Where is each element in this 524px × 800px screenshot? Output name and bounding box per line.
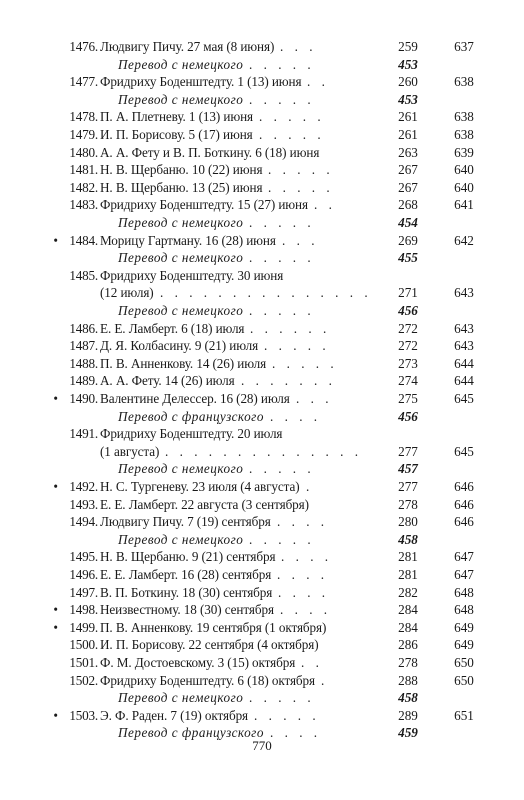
page-ref-text: 281 bbox=[398, 549, 418, 565]
letter-title: Е. Е. Ламберт. 16 (28) сентября bbox=[100, 567, 272, 582]
page-ref-notes: 642 bbox=[454, 232, 474, 248]
page-ref-notes: 640 bbox=[454, 162, 474, 178]
letter-entry-row bbox=[0, 425, 524, 443]
translation-note-row bbox=[0, 460, 524, 478]
page-ref-text: 275 bbox=[398, 391, 418, 406]
letter-number: 1481. bbox=[69, 162, 98, 178]
page-ref-text: 261 bbox=[398, 127, 418, 142]
letter-number: 1476. bbox=[69, 39, 98, 54]
leader-dots: . . . . . bbox=[249, 461, 315, 477]
page-ref-notes: 643 bbox=[454, 320, 474, 336]
page-ref-notes: 650 bbox=[454, 655, 474, 670]
letter-entry-row bbox=[0, 337, 524, 355]
page-ref-text: 274 bbox=[398, 373, 418, 389]
page-ref-text: 280 bbox=[398, 514, 418, 530]
page-ref-text: 284 bbox=[398, 602, 418, 618]
leader-dots: . . . bbox=[296, 391, 333, 406]
page-ref-notes: 644 bbox=[454, 355, 474, 371]
leader-dots: . . bbox=[314, 197, 336, 213]
page-ref-notes: 638 bbox=[454, 109, 474, 125]
letter-number: 1496. bbox=[69, 567, 98, 582]
leader-dots: . . . . bbox=[277, 514, 329, 530]
leader-dots: . . . . . bbox=[254, 707, 320, 723]
leader-dots: . . . . . bbox=[249, 56, 315, 72]
page-ref-text: 267 bbox=[398, 162, 418, 178]
letter-entry-row bbox=[0, 73, 524, 91]
letter-number: 1500. bbox=[69, 637, 98, 653]
translation-label: Перевод с немецкого bbox=[118, 215, 244, 230]
letter-number: 1499. bbox=[69, 619, 98, 635]
leader-dots: . bbox=[321, 672, 329, 688]
unpublished-marker: • bbox=[53, 707, 58, 723]
letter-entry-row bbox=[0, 179, 524, 197]
letter-title: (1 августа) bbox=[100, 443, 160, 459]
letter-title: Морицу Гартману. 16 (28) июня bbox=[100, 232, 276, 248]
letter-entry-row bbox=[0, 161, 524, 179]
page-ref-text: 458 bbox=[398, 690, 418, 706]
letter-title: А. А. Фету. 14 (26) июля bbox=[100, 373, 235, 389]
page-ref-text: 272 bbox=[398, 338, 418, 354]
page-ref-notes: 648 bbox=[454, 584, 474, 600]
translation-label: Перевод с немецкого bbox=[118, 91, 244, 107]
translation-label: Перевод с немецкого bbox=[118, 531, 244, 547]
page-ref-text: 453 bbox=[398, 56, 418, 72]
letter-number: 1484. bbox=[69, 232, 98, 248]
translation-note-row bbox=[0, 249, 524, 267]
translation-label: Перевод с немецкого bbox=[118, 303, 244, 318]
leader-dots: . . . . bbox=[280, 602, 332, 618]
letter-entry-row bbox=[0, 108, 524, 126]
letter-number: 1488. bbox=[69, 355, 98, 371]
page-ref-notes: 637 bbox=[454, 39, 474, 54]
page-ref-text: 456 bbox=[398, 303, 418, 318]
page-ref-text: 273 bbox=[398, 355, 418, 371]
page-ref-text: 281 bbox=[398, 567, 418, 582]
letter-title: Ф. М. Достоевскому. 3 (15) октября bbox=[100, 655, 296, 670]
letter-entry-row bbox=[0, 267, 524, 285]
letter-entry-row bbox=[0, 390, 524, 408]
letter-number: 1491. bbox=[69, 426, 98, 442]
page-ref-notes: 639 bbox=[454, 144, 474, 160]
leader-dots: . . bbox=[301, 655, 323, 670]
page-ref-text: 457 bbox=[398, 461, 418, 477]
letter-entry-row bbox=[0, 566, 524, 584]
letter-entry-row bbox=[0, 707, 524, 725]
letter-number: 1477. bbox=[69, 74, 98, 90]
leader-dots: . . bbox=[307, 74, 329, 90]
letter-number: 1479. bbox=[69, 127, 98, 142]
translation-label: Перевод с немецкого bbox=[118, 56, 244, 72]
leader-dots: . . . . bbox=[278, 584, 330, 600]
page-ref-text: 263 bbox=[398, 144, 418, 160]
page-ref-text: 267 bbox=[398, 179, 418, 195]
page-ref-text: 268 bbox=[398, 197, 418, 213]
page-ref-text: 286 bbox=[398, 637, 418, 653]
translation-note-row bbox=[0, 56, 524, 74]
page-number: 770 bbox=[252, 738, 272, 753]
leader-dots: . . . . . bbox=[249, 91, 315, 107]
letter-title: И. П. Борисову. 5 (17) июня bbox=[100, 127, 253, 142]
page-ref-notes: 643 bbox=[454, 285, 474, 301]
page-ref-text: 259 bbox=[398, 39, 418, 54]
letter-number: 1501. bbox=[69, 655, 98, 670]
letter-title: Н. В. Щербаню. 9 (21) сентября bbox=[100, 549, 276, 565]
page-ref-notes: 649 bbox=[454, 637, 474, 653]
letter-number: 1490. bbox=[69, 391, 98, 406]
page-ref-text: 278 bbox=[398, 655, 418, 670]
leader-dots: . . . . . bbox=[259, 109, 325, 125]
page-ref-notes: 647 bbox=[454, 567, 474, 582]
letter-number: 1489. bbox=[69, 373, 98, 389]
page-ref-notes: 649 bbox=[454, 619, 474, 635]
page-ref-notes: 646 bbox=[454, 479, 474, 494]
page-ref-notes: 647 bbox=[454, 549, 474, 565]
letter-number: 1498. bbox=[69, 602, 98, 618]
page-ref-notes: 646 bbox=[454, 514, 474, 530]
letter-entry-row bbox=[0, 320, 524, 338]
page-ref-notes: 645 bbox=[454, 443, 474, 459]
letter-entry-row bbox=[0, 654, 524, 672]
page-ref-text: 458 bbox=[398, 531, 418, 547]
page-ref-notes: 646 bbox=[454, 496, 474, 512]
page-ref-notes: 638 bbox=[454, 127, 474, 142]
letter-entry-row bbox=[0, 619, 524, 637]
page-ref-text: 453 bbox=[398, 91, 418, 107]
letter-title: Н. В. Щербаню. 10 (22) июня bbox=[100, 162, 263, 178]
unpublished-marker: • bbox=[53, 602, 58, 618]
letter-title: Фридриху Боденштедту. 15 (27) июня bbox=[100, 197, 308, 213]
letter-title: Е. Е. Ламберт. 6 (18) июля bbox=[100, 320, 245, 336]
page-ref-notes: 645 bbox=[454, 391, 474, 406]
page-ref-text: 260 bbox=[398, 74, 418, 90]
leader-dots: . . . . . bbox=[249, 531, 315, 547]
leader-dots: . . . . . bbox=[264, 338, 330, 354]
page-ref-notes: 641 bbox=[454, 197, 474, 213]
page-ref-text: 282 bbox=[398, 584, 418, 600]
letter-number: 1483. bbox=[69, 197, 98, 213]
letter-entry-row bbox=[0, 584, 524, 602]
letter-number: 1486. bbox=[69, 320, 98, 336]
letter-entry-row bbox=[0, 496, 524, 514]
page-ref-text: 455 bbox=[398, 250, 418, 266]
letter-entry-row bbox=[0, 38, 524, 56]
letter-number: 1495. bbox=[69, 549, 98, 565]
leader-dots: . . . . . bbox=[249, 215, 315, 230]
letter-title: В. П. Боткину. 18 (30) сентября bbox=[100, 584, 273, 600]
letter-title: Фридриху Боденштедту. 6 (18) октября bbox=[100, 672, 315, 688]
page-ref-text: 288 bbox=[398, 672, 418, 688]
letter-number: 1478. bbox=[69, 109, 98, 125]
letter-title: Д. Я. Колбасину. 9 (21) июля bbox=[100, 338, 259, 354]
letter-number: 1494. bbox=[69, 514, 98, 530]
unpublished-marker: • bbox=[53, 391, 58, 406]
leader-dots: . . . . . . bbox=[250, 320, 331, 336]
letter-entry-row bbox=[0, 548, 524, 566]
letter-entry-row bbox=[0, 513, 524, 531]
page-ref-text: 277 bbox=[398, 479, 418, 494]
unpublished-marker: • bbox=[53, 232, 58, 248]
page-ref-text: 277 bbox=[398, 443, 418, 459]
unpublished-marker: • bbox=[53, 479, 58, 494]
letter-number: 1492. bbox=[69, 479, 98, 494]
translation-label: Перевод с немецкого bbox=[118, 250, 244, 266]
page-ref-notes: 638 bbox=[454, 74, 474, 90]
letter-title: Людвигу Пичу. 27 мая (8 июня) bbox=[100, 39, 275, 54]
leader-dots: . . . . . bbox=[259, 127, 325, 142]
leader-dots: . . . bbox=[280, 39, 317, 54]
letter-number: 1485. bbox=[69, 267, 98, 283]
letter-number: 1480. bbox=[69, 144, 98, 160]
letter-title: П. В. Анненкову. 19 сентября (1 октября) bbox=[100, 619, 327, 635]
leader-dots: . . . . . . . bbox=[241, 373, 336, 389]
translation-note-row bbox=[0, 689, 524, 707]
translation-note-row bbox=[0, 531, 524, 549]
page-ref-notes: 640 bbox=[454, 179, 474, 195]
translation-note-row bbox=[0, 214, 524, 232]
letter-title: Н. В. Щербаню. 13 (25) июня bbox=[100, 179, 263, 195]
page-ref-text: 272 bbox=[398, 320, 418, 336]
page-ref-notes: 644 bbox=[454, 373, 474, 389]
letter-entry-row bbox=[0, 196, 524, 214]
page-ref-text: 289 bbox=[398, 707, 418, 723]
leader-dots: . . . . bbox=[270, 725, 322, 741]
letter-entry-row bbox=[0, 144, 524, 162]
letter-title: Н. С. Тургеневу. 23 июля (4 августа) bbox=[100, 479, 300, 494]
translation-label: Перевод с немецкого bbox=[118, 461, 244, 477]
letter-title: Фридриху Боденштедту. 1 (13) июня bbox=[100, 74, 302, 90]
leader-dots: . . . . . bbox=[249, 303, 315, 318]
page-ref-text: 459 bbox=[398, 725, 418, 741]
translation-note-row bbox=[0, 408, 524, 426]
translation-label: Перевод с французского bbox=[118, 725, 264, 741]
page-ref-text: 454 bbox=[398, 215, 418, 230]
leader-dots: . . . . . bbox=[268, 179, 334, 195]
letter-title: Неизвестному. 18 (30) сентября bbox=[100, 602, 274, 618]
letter-entry-row bbox=[0, 636, 524, 654]
letter-entry-row bbox=[0, 672, 524, 690]
page-ref-notes: 650 bbox=[454, 672, 474, 688]
letter-title: Е. Е. Ламберт. 22 августа (3 сентября) bbox=[100, 496, 309, 512]
letter-title: П. В. Анненкову. 14 (26) июля bbox=[100, 355, 267, 371]
page-ref-notes: 651 bbox=[454, 707, 474, 723]
translation-label: Перевод с немецкого bbox=[118, 690, 244, 706]
letter-number: 1482. bbox=[69, 179, 98, 195]
letter-title: П. А. Плетневу. 1 (13) июня bbox=[100, 109, 253, 125]
letter-entry-row bbox=[0, 372, 524, 390]
leader-dots: . . . . . . . . . . . . . . bbox=[165, 443, 363, 459]
unpublished-marker: • bbox=[53, 619, 58, 635]
letter-title: Фридриху Боденштедту. 20 июля bbox=[100, 426, 283, 442]
letter-entry-row bbox=[0, 601, 524, 619]
translation-note-row bbox=[0, 91, 524, 109]
leader-dots: . . . . bbox=[270, 408, 322, 424]
letter-title: Людвигу Пичу. 7 (19) сентября bbox=[100, 514, 271, 530]
letter-entry-row bbox=[0, 478, 524, 496]
page-ref-text: 278 bbox=[398, 496, 418, 512]
leader-dots: . . . . . . . . . . . . . . . bbox=[160, 285, 372, 301]
leader-dots: . . . . bbox=[281, 549, 333, 565]
letter-title: Э. Ф. Раден. 7 (19) октября bbox=[100, 707, 249, 723]
translation-label: Перевод с французского bbox=[118, 408, 264, 424]
page-ref-text: 456 bbox=[398, 408, 418, 424]
letter-entry-row bbox=[0, 355, 524, 373]
letter-title: И. П. Борисову. 22 сентября (4 октября) bbox=[100, 637, 319, 653]
letter-entry-row bbox=[0, 443, 524, 461]
letter-entry-row bbox=[0, 284, 524, 302]
letter-number: 1487. bbox=[69, 338, 98, 354]
leader-dots: . . . . . bbox=[268, 162, 334, 178]
page-ref-text: 261 bbox=[398, 109, 418, 125]
leader-dots: . bbox=[306, 479, 314, 494]
letter-title: Валентине Делессер. 16 (28) июля bbox=[100, 391, 290, 406]
page-ref-text: 271 bbox=[398, 285, 418, 301]
page-ref-text: 284 bbox=[398, 619, 418, 635]
letter-number: 1493. bbox=[69, 496, 98, 512]
letter-title: (12 июля) bbox=[100, 285, 154, 301]
letter-title: Фридриху Боденштедту. 30 июня bbox=[100, 267, 284, 283]
translation-note-row bbox=[0, 302, 524, 320]
page-ref-notes: 648 bbox=[454, 602, 474, 618]
letter-number: 1502. bbox=[69, 672, 98, 688]
letter-title: А. А. Фету и В. П. Боткину. 6 (18) июня bbox=[100, 144, 320, 160]
leader-dots: . . . . . bbox=[272, 355, 338, 371]
leader-dots: . . . . . bbox=[249, 690, 315, 706]
leader-dots: . . . . . bbox=[249, 250, 315, 266]
page-ref-text: 269 bbox=[398, 232, 418, 248]
letter-entry-row bbox=[0, 232, 524, 250]
page-ref-notes: 643 bbox=[454, 338, 474, 354]
leader-dots: . . . bbox=[282, 232, 319, 248]
letter-number: 1503. bbox=[69, 707, 98, 723]
letter-entry-row bbox=[0, 126, 524, 144]
leader-dots: . . . . bbox=[277, 567, 329, 582]
letter-number: 1497. bbox=[69, 584, 98, 600]
